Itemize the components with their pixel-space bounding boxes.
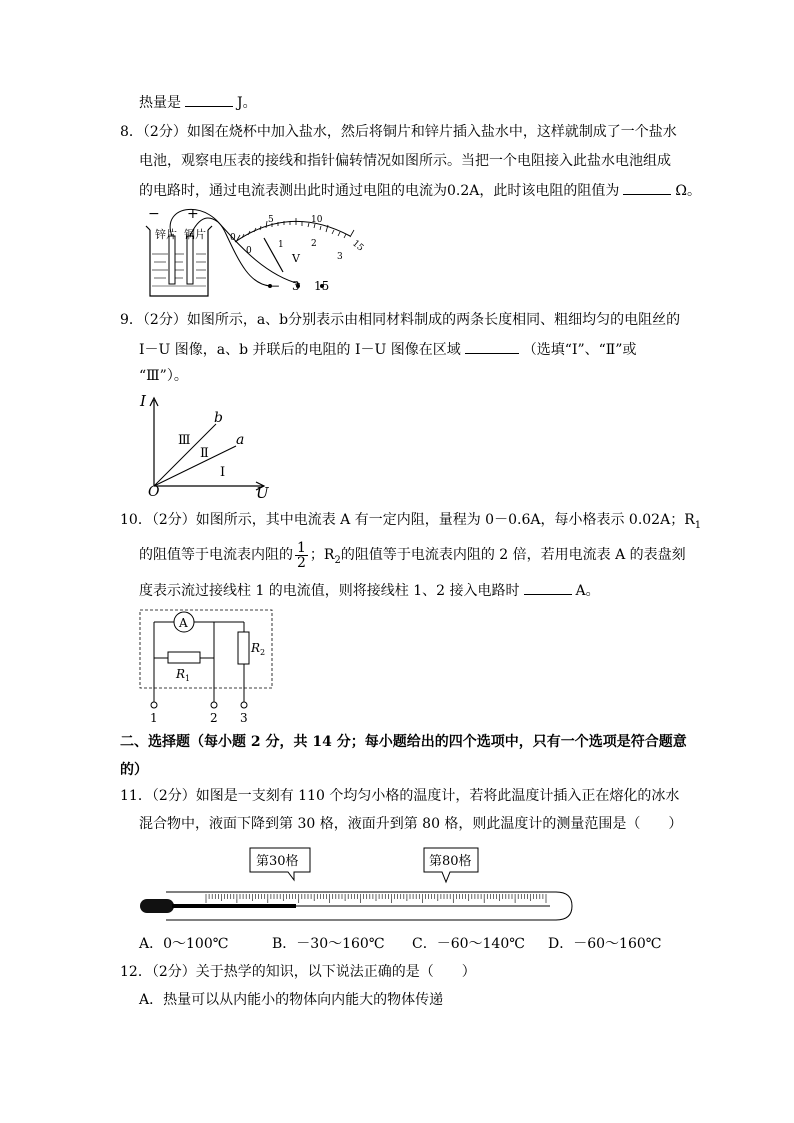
q9-label-a: a: [236, 432, 245, 448]
q9-line-2-text-b: （选填“Ⅰ”、“Ⅱ”或: [522, 342, 637, 358]
q10-terminal-2-label: 2: [210, 711, 218, 725]
q10-r2-label: $R_2$: [251, 641, 266, 657]
q9-region-I: Ⅰ: [220, 465, 226, 480]
q11-label-80: 第80格: [429, 854, 472, 869]
q10-terminal-3-label: 3: [240, 711, 248, 725]
section-2-heading-line-1: 二、选择题（每小题 2 分，共 14 分；每小题给出的四个选项中，只有一个选项是符合题意: [120, 734, 687, 750]
q12-line-1: 12．（2分）关于热学的知识，以下说法正确的是（ ）: [120, 964, 476, 980]
q8-copper-label: 铜片: [184, 228, 206, 241]
q10-resistor-r1: [168, 652, 200, 663]
q8-line-1: 8．（2分）如图在烧杯中加入盐水，然后将铜片和锌片插入盐水中，这样就制成了一个盐水: [120, 124, 677, 140]
q10-r1-label: $R_1$: [176, 667, 191, 683]
q8-answer-blank[interactable]: [623, 180, 671, 195]
q10-line-1-text: 10．（2分）如图所示，其中电流表 A 有一定内阻，量程为 0－0.6A，每小格表示 0.02A；R: [120, 512, 695, 528]
q8-scale-15: 15: [350, 238, 366, 254]
q10-fraction-numerator: 1: [297, 539, 306, 556]
q8-line-3: [139, 180, 701, 201]
q8-line-2: 电池，观察电压表的接线和指针偏转情况如图所示。当把一个电阻接入此盐水电池组成: [139, 153, 671, 169]
q9-region-II: Ⅱ: [200, 446, 209, 461]
q11-line-1: 11．（2分）如图是一支刻有 110 个均匀小格的温度计，若将此温度计插入正在熔化的冰水: [120, 788, 680, 804]
q8-scale-t0: 0: [246, 246, 252, 256]
q7-line: [139, 92, 257, 113]
q8-scale-5: 5: [268, 215, 274, 225]
q11-bulb: [140, 899, 174, 913]
q10-terminal-1: [151, 702, 157, 708]
q11-label-30: 第30格: [256, 854, 299, 869]
q9-line-3: “Ⅲ”）。: [139, 368, 188, 384]
q8-terminal-15: 15: [314, 279, 330, 293]
q10-line-2: [139, 538, 686, 578]
q7-prefix: 热量是: [139, 95, 181, 111]
q9-origin-O: O: [148, 484, 160, 500]
q7-answer-blank[interactable]: [185, 92, 233, 107]
q8-minus-sign: −: [148, 206, 160, 222]
q8-scale-t2: 2: [311, 239, 317, 249]
q9-line-2: [139, 339, 636, 360]
q10-line-2-text-a: 的阻值等于电流表内阻的: [139, 547, 293, 563]
q9-line-1: 9．（2分）如图所示，a、b分别表示由相同材料制成的两条长度相同、粗细均匀的电阻丝的: [120, 312, 681, 328]
q10-fraction-denominator: 2: [297, 554, 306, 571]
q11-line-2: 混合物中，液面下降到第 30 格，液面升到第 80 格，则此温度计的测量范围是（ ）: [139, 816, 683, 832]
q11-option-b[interactable]: B．－30～160℃: [272, 936, 385, 952]
q8-voltmeter-v: V: [292, 252, 300, 265]
q10-r2-sub: 2: [334, 554, 341, 566]
q10-line-3-text-a: 度表示流过接线柱 1 的电流值，则将接线柱 1、2 接入电路时: [139, 583, 520, 599]
q10-line-1: [120, 510, 701, 536]
q8-scale-t1: 1: [278, 240, 284, 250]
q9-figure-iu-graph: [140, 390, 275, 500]
q12-option-a[interactable]: A．热量可以从内能小的物体向内能大的物体传递: [139, 992, 444, 1008]
q8-unit: Ω。: [675, 183, 701, 199]
q9-answer-blank[interactable]: [465, 339, 519, 354]
q10-terminal-3: [241, 702, 247, 708]
q10-fraction: [295, 541, 308, 570]
section-2-heading-line-2: 的）: [120, 762, 148, 778]
q8-scale-10: 10: [311, 215, 323, 225]
q8-figure-battery-voltmeter: [140, 204, 370, 296]
q10-ammeter-label: A: [179, 616, 188, 630]
q8-terminal-minus: −: [270, 279, 281, 293]
q8-terminal-3: 3: [292, 279, 300, 293]
q11-option-c[interactable]: C．－60～140℃: [412, 936, 525, 952]
q9-line-2-text-a: I－U 图像，a、b 并联后的电阻的 I－U 图像在区域: [139, 342, 461, 358]
q10-resistor-r2: [238, 632, 249, 664]
q11-option-d[interactable]: D．－60～160℃: [548, 936, 662, 952]
q9-label-b: b: [214, 410, 223, 426]
q8-scale-0: 0: [230, 233, 236, 243]
q10-terminal-1-label: 1: [150, 711, 158, 725]
q10-line-3-text-b: A。: [575, 583, 600, 599]
q10-line-2-text-b: ；R: [309, 547, 335, 563]
q9-axis-I: I: [140, 392, 146, 410]
q8-zinc-label: 锌片: [155, 228, 177, 241]
q9-axis-U: U: [256, 484, 269, 502]
q10-line-3: [139, 580, 600, 601]
q8-plus-sign: +: [187, 206, 199, 222]
q10-r1-sub: 1: [694, 519, 702, 531]
q11-figure-thermometer: [138, 844, 578, 924]
q10-answer-blank[interactable]: [524, 580, 572, 595]
q10-terminal-2: [211, 702, 217, 708]
q9-region-III: Ⅲ: [178, 433, 191, 448]
q7-suffix: J。: [237, 95, 257, 111]
q10-figure-circuit: [138, 606, 278, 724]
q10-line-2-text-c: 的阻值等于电流表内阻的 2 倍，若用电流表 A 的表盘刻: [340, 547, 686, 563]
q8-line-3-text: 的电路时，通过电流表测出此时通过电阻的电流为0.2A，此时该电阻的阻值为: [139, 183, 620, 199]
q11-option-a[interactable]: A．0～100℃: [139, 936, 229, 952]
q8-scale-t3: 3: [337, 252, 343, 262]
